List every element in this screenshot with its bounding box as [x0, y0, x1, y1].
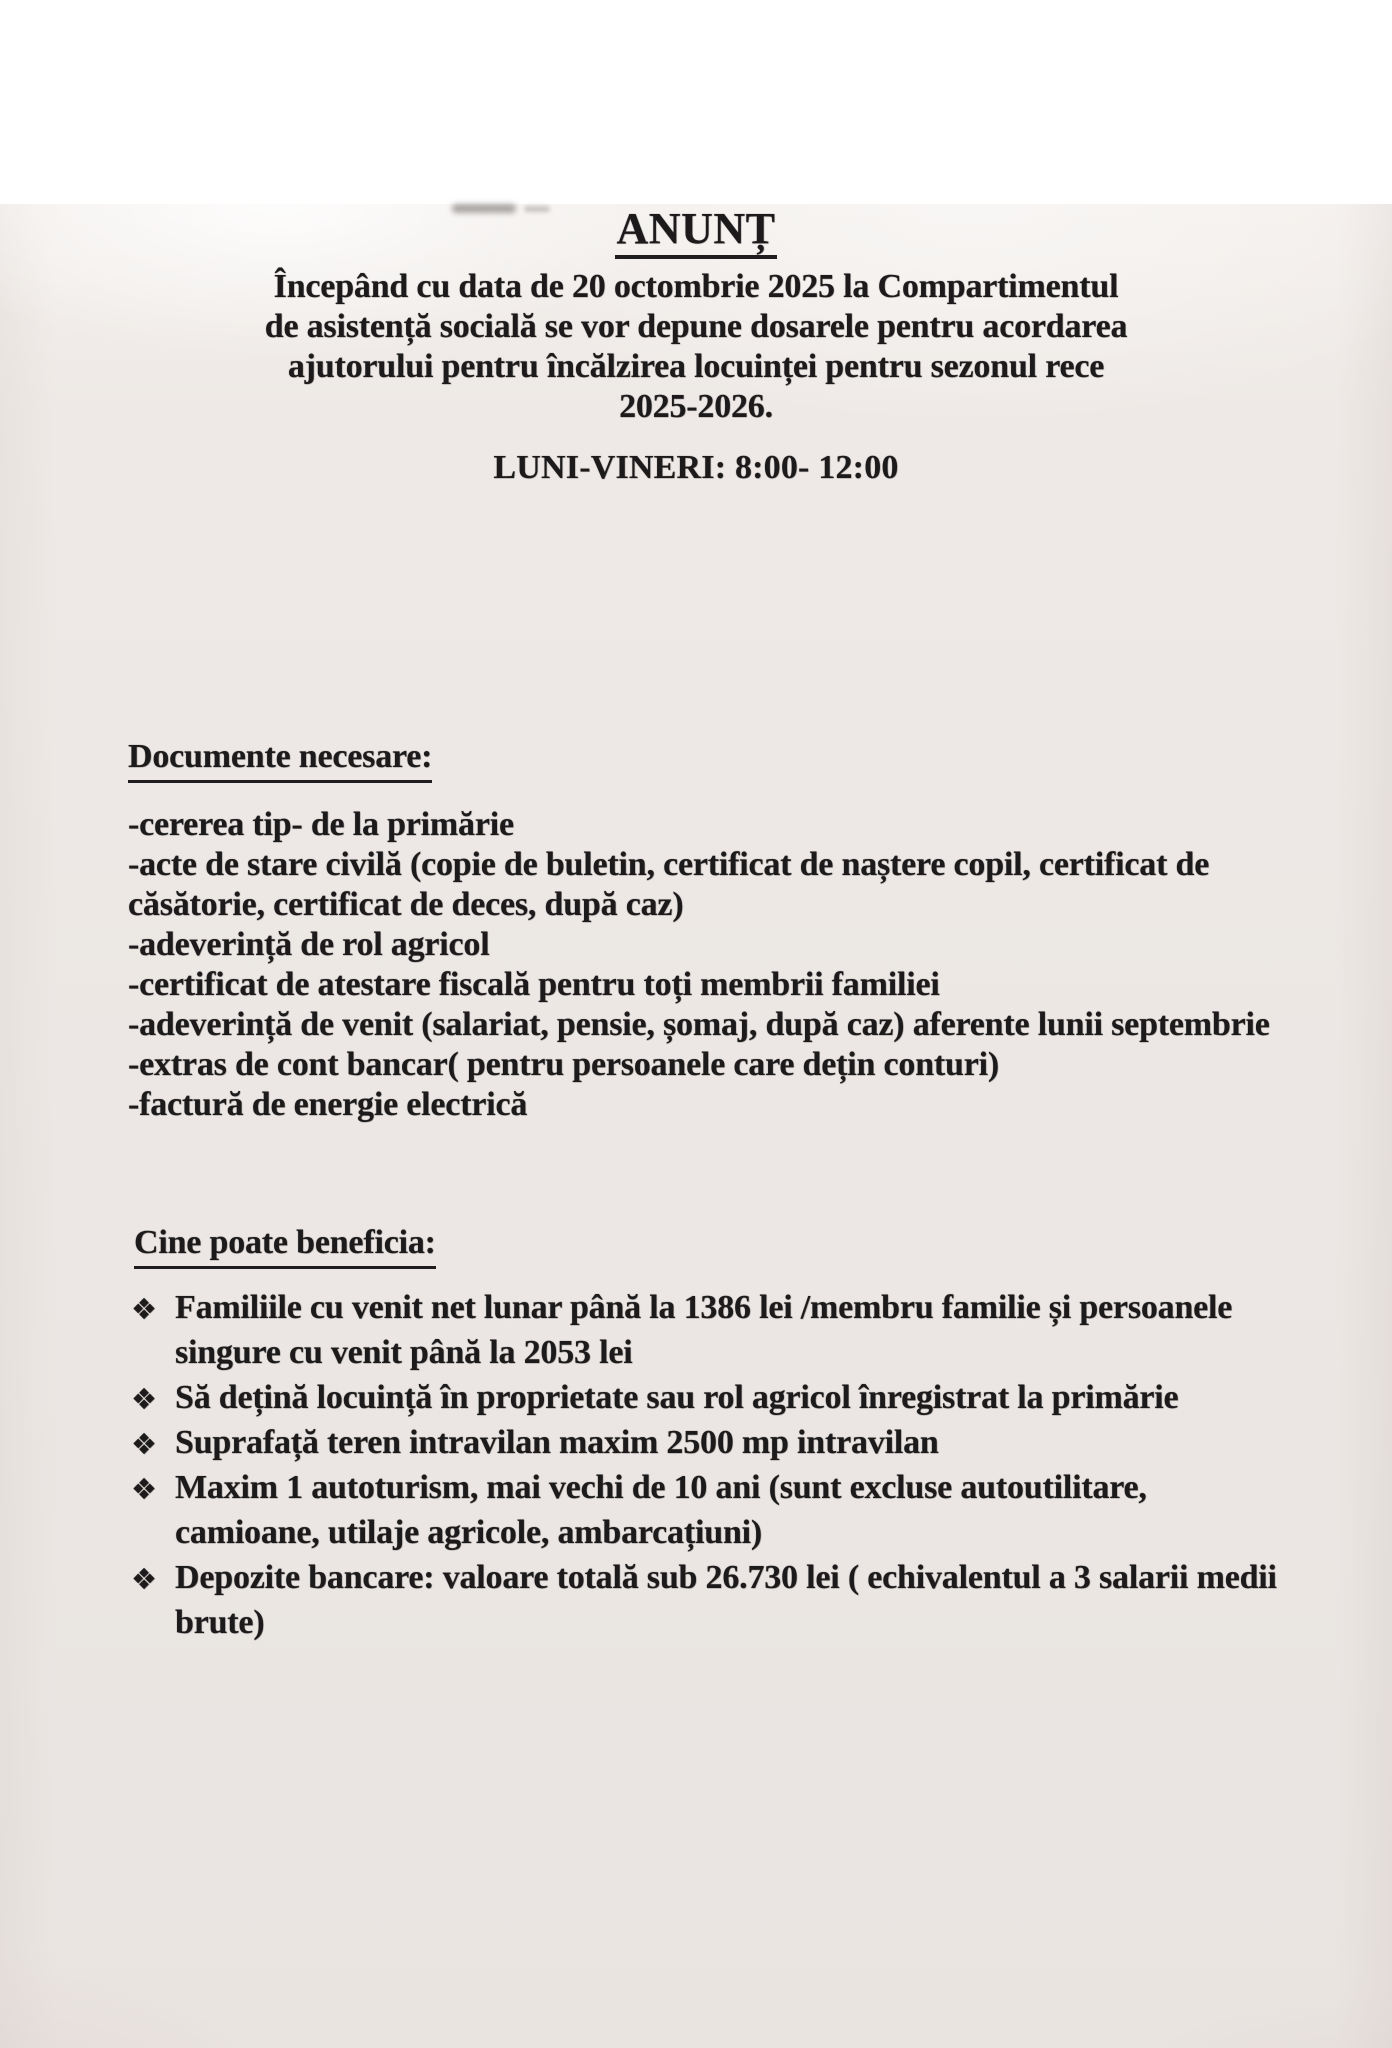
document-list	[128, 805, 1312, 1125]
diamond-bullet-icon: ❖	[131, 1427, 157, 1461]
benefit-list-item	[128, 1465, 1278, 1555]
diamond-bullet-icon: ❖	[131, 1472, 157, 1506]
document-list-item: -acte de stare civilă (copie de buletin, certificat de naștere copil, certificat de căsătorie, certificat de deces, după caz)	[128, 846, 1210, 923]
benefit-list	[128, 1285, 1278, 1645]
benefit-item-text: Să dețină locuință în proprietate sau rol agricol înregistrat la primărie	[175, 1379, 1179, 1416]
intro-line: 2025-2026.	[619, 388, 773, 425]
benefit-item-text: Maxim 1 autoturism, mai vechi de 10 ani (sunt excluse autoutilitare, camioane, utilaje agricole, ambarcațiuni)	[175, 1469, 1147, 1551]
document-list-item: -adeverință de venit (salariat, pensie, șomaj, după caz) aferente lunii septembrie	[128, 1006, 1270, 1043]
diamond-bullet-icon: ❖	[131, 1382, 157, 1416]
diamond-bullet-icon: ❖	[131, 1292, 157, 1326]
document-list-item: -extras de cont bancar( pentru persoanele care dețin conturi)	[128, 1046, 1000, 1083]
announcement-body	[0, 204, 1392, 1645]
intro-line: ajutorului pentru încălzirea locuinței pentru sezonul rece	[287, 348, 1105, 385]
intro-paragraph	[128, 267, 1264, 427]
benefit-list-item	[128, 1555, 1278, 1645]
scanned-paper-page	[0, 204, 1392, 2048]
document-list-item: -adeverință de rol agricol	[128, 926, 490, 963]
document-list-item: -factură de energie electrică	[128, 1086, 528, 1123]
documents-heading-row	[128, 737, 1264, 783]
document-list-item: -certificat de atestare fiscală pentru toți membrii familiei	[128, 966, 940, 1003]
benefit-list-item	[128, 1420, 1278, 1465]
beneficiaries-section-heading: Cine poate beneficia:	[134, 1223, 436, 1269]
page-title: ANUNȚ	[615, 204, 778, 259]
title-row	[128, 204, 1264, 259]
benefit-item-text: Suprafață teren intravilan maxim 2500 mp intravilan	[175, 1424, 939, 1461]
beneficiaries-heading-row	[128, 1223, 1264, 1269]
documents-section-heading: Documente necesare:	[128, 737, 432, 783]
document-list-item: -cererea tip- de la primărie	[128, 806, 514, 843]
intro-line: de asistență socială se vor depune dosarele pentru acordarea	[264, 308, 1128, 345]
benefit-item-text: Familiile cu venit net lunar până la 1386 lei /membru familie și persoanele singure cu venit până la 2053 lei	[175, 1289, 1233, 1371]
benefit-list-item	[128, 1285, 1278, 1375]
intro-line: Începând cu data de 20 octombrie 2025 la Compartimentul	[273, 268, 1119, 305]
schedule-line: LUNI-VINERI: 8:00- 12:00	[493, 449, 899, 486]
diamond-bullet-icon: ❖	[131, 1562, 157, 1596]
benefit-list-item	[128, 1375, 1278, 1420]
benefit-item-text: Depozite bancare: valoare totală sub 26.730 lei ( echivalentul a 3 salarii medii brute)	[175, 1559, 1277, 1641]
